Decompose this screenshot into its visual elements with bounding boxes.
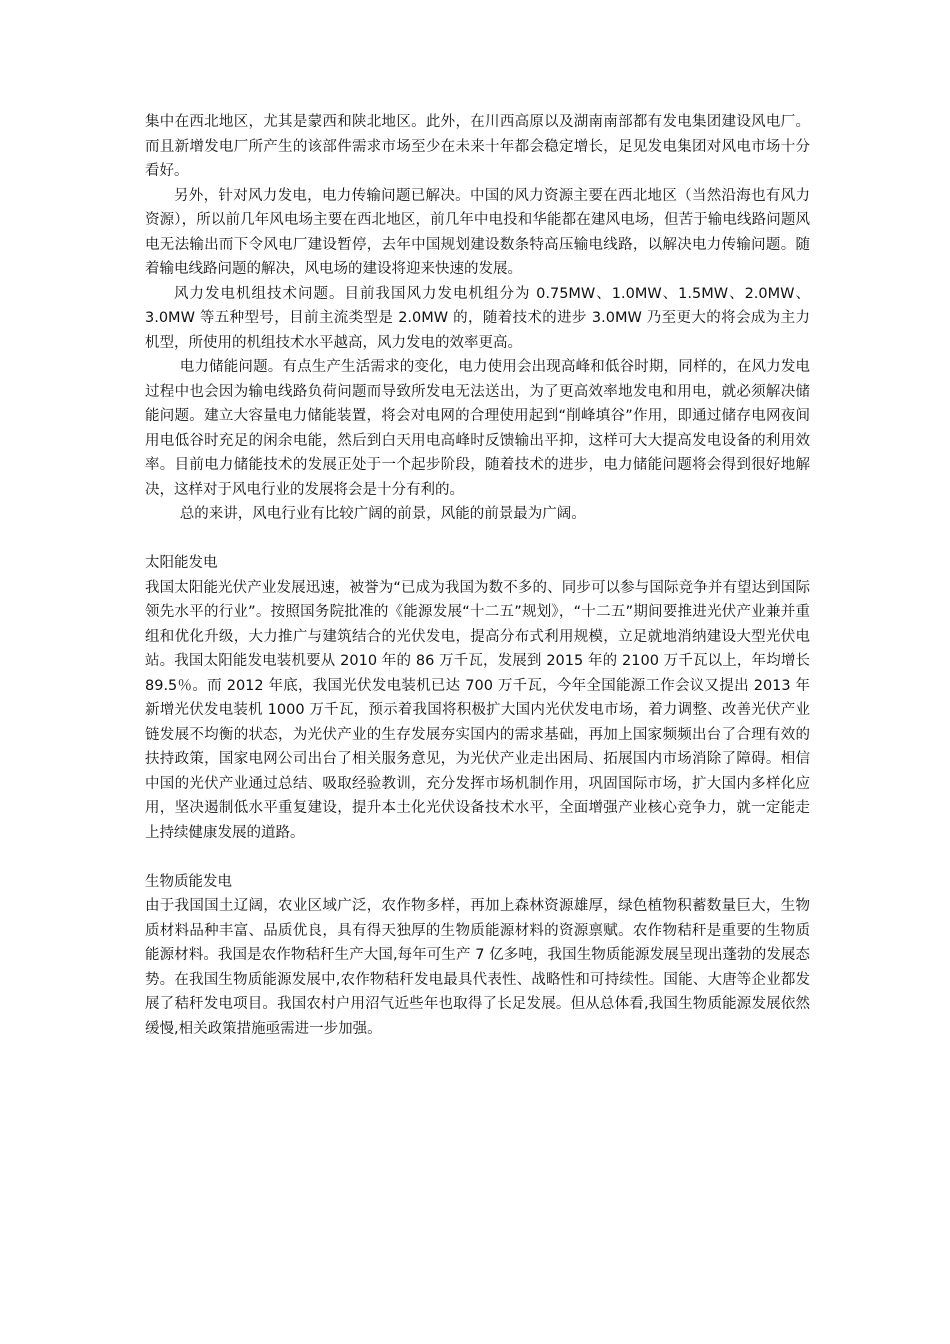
solar-paragraph: 我国太阳能光伏产业发展迅速，被誉为“已成为我国为数不多的、同步可以参与国际竞争并有望达到国际领先水平的行业”。按照国务院批准的《能源发展“十二五”规划》，“十二五”期间要推进光伏产业兼并重组和优化升级，大力推广与建筑结合的光伏发电，提高分布式利用规模，立足就地消纳建设大型光伏电站。我国太阳能发电装机要从 2010 年的 86 万千瓦，发展到 2015 年的 2100 万千瓦以上，年均增长 89.5％。而 2012 年底，我国光伏发电装机已达 700 万千瓦，今年全国能源工作会议又提出 2013 年新增光伏发电装机 1000 万千瓦，预示着我国将积极扩大国内光伏发电市场，着力调整、改善光伏产业链发展不均衡的状态，为光伏产业的生存发展夯实国内的需求基础，再加上国家频频出台了合理有效的扶持政策，国家电网公司出台了相关服务意见，为光伏产业走出困局、拓展国内市场消除了障碍。相信中国的光伏产业通过总结、吸取经验教训，充分发挥市场机制作用，巩固国际市场，扩大国内多样化应用，坚决遏制低水平重复建设，提升本土化光伏设备技术水平，全面增强产业核心竞争力，就一定能走上持续健康发展的道路。: [145, 579, 810, 841]
wind-paragraph-2: 另外，针对风力发电，电力传输问题已解决。中国的风力资源主要在西北地区（当然沿海也有风力资源），所以前几年风电场主要在西北地区，前几年中电投和华能都在建风电场，但苦于输电线路问题风电无法输出而下令风电厂建设暂停，去年中国规划建设数条特高压输电线路，以解决电力传输问题。随着输电线路问题的解决，风电场的建设将迎来快速的发展。: [145, 187, 810, 277]
biomass-heading: 生物质能发电: [145, 873, 232, 890]
wind-paragraph-4: 电力储能问题。有点生产生活需求的变化，电力使用会出现高峰和低谷时期，同样的，在风力发电过程中也会因为输电线路负荷问题而导致所发电无法送出，为了更高效率地发电和用电，就必须解决储能问题。建立大容量电力储能装置，将会对电网的合理使用起到“削峰填谷”作用，即通过储存电网夜间用电低谷时充足的闲余电能，然后到白天用电高峰时反馈输出平抑，这样可大大提高发电设备的利用效率。目前电力储能技术的发展正处于一个起步阶段，随着技术的进步，电力储能问题将会得到很好地解决，这样对于风电行业的发展将会是十分有利的。: [145, 359, 810, 498]
section-spacer: [145, 845, 810, 870]
wind-paragraph-1: 集中在西北地区，尤其是蒙西和陕北地区。此外，在川西高原以及湖南南部都有发电集团建设风电厂。而且新增发电厂所产生的该部件需求市场至少在未来十年都会稳定增长，足见发电集团对风电市场十分看好。: [145, 114, 810, 179]
wind-paragraph-5: 总的来讲，风电行业有比较广阔的前景，风能的前景最为广阔。: [179, 506, 586, 522]
solar-heading: 太阳能发电: [145, 555, 218, 571]
biomass-paragraph: 由于我国国土辽阔，农业区域广泛，农作物多样，再加上森林资源雄厚，绿色植物积蓄数量巨大，生物质材料品种丰富、品质优良，具有得天独厚的生物质能源材料的资源禀赋。农作物秸秆是重要的生物质能源材料。我国是农作物秸秆生产大国,每年可生产 7 亿多吨，我国生物质能源发展呈现出蓬勃的发展态势。在我国生物质能源发展中,农作物秸秆发电最具代表性、战略性和可持续性。国能、大唐等企业都发展了秸秆发电项目。我国农村户用沼气近些年也取得了长足发展。但从总体看,我国生物质能源发展依然缓慢,相关政策措施亟需进一步加强。: [145, 898, 810, 1037]
wind-paragraph-3: 风力发电机组技术问题。目前我国风力发电机组分为 0.75MW、1.0MW、1.5MW、2.0MW、3.0MW 等五种型号，目前主流类型是 2.0MW 的，随着技术的进步 3.0MW 乃至更大的将会成为主力机型，所使用的机组技术水平越高，风力发电的效率更高。: [145, 285, 810, 351]
document-page: [145, 110, 810, 1041]
section-spacer: [145, 527, 810, 552]
